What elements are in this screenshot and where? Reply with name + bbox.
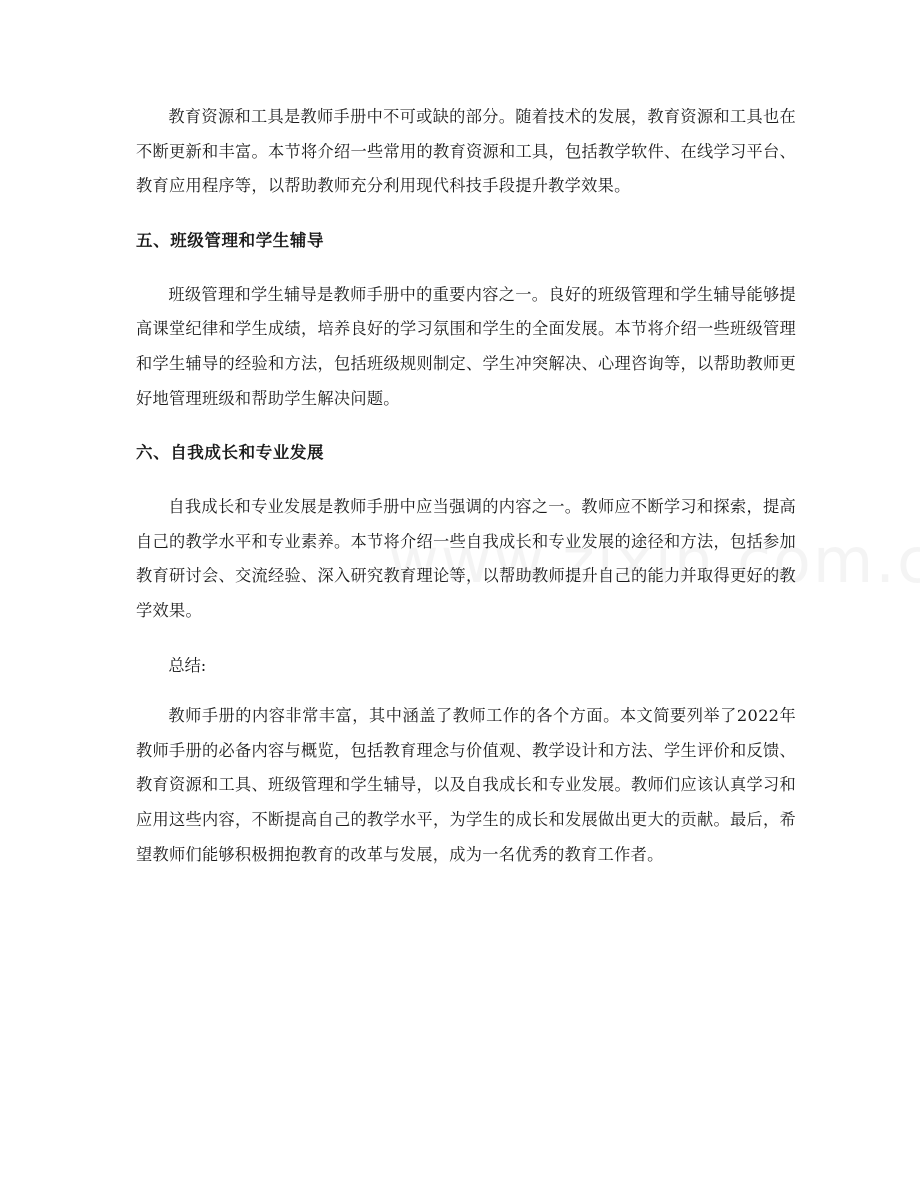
document-page (136, 100, 796, 892)
summary-label: 总结: (168, 655, 207, 675)
paragraph-self-growth: 自我成长和专业发展是教师手册中应当强调的内容之一。教师应不断学习和探索，提高自己的教学水平和专业素养。本节将介绍一些自我成长和专业发展的途径和方法，包括参加教育研讨会、交流经验、深入研究教育理论等，以帮助教师提升自己的能力并取得更好的教学效果。 (136, 497, 796, 620)
paragraph-class-management: 班级管理和学生辅导是教师手册中的重要内容之一。良好的班级管理和学生辅导能够提高课堂纪律和学生成绩，培养良好的学习氛围和学生的全面发展。本节将介绍一些班级管理和学生辅导的经验和方法，包括班级规则制定、学生冲突解决、心理咨询等，以帮助教师更好地管理班级和帮助学生解决问题。 (136, 284, 796, 408)
paragraph-education-resources: 教育资源和工具是教师手册中不可或缺的部分。随着技术的发展，教育资源和工具也在不断更新和丰富。本节将介绍一些常用的教育资源和工具，包括教学软件、在线学习平台、教育应用程序等，以帮助教师充分利用现代科技手段提升教学效果。 (136, 107, 796, 196)
section-heading-class-management: 五、班级管理和学生辅导 (136, 230, 325, 250)
paragraph-summary: 教师手册的内容非常丰富，其中涵盖了教师工作的各个方面。本文简要列举了2022年教师手册的必备内容与概览，包括教育理念与价值观、教学设计和方法、学生评价和反馈、教育资源和工具、班级管理和学生辅导，以及自我成长和专业发展。教师们应该认真学习和应用这些内容，不断提高自己的教学水平，为学生的成长和发展做出更大的贡献。最后，希望教师们能够积极拥抱教育的改革与发展，成为一名优秀的教育工作者。 (136, 706, 796, 864)
section-heading-self-growth: 六、自我成长和专业发展 (136, 443, 325, 463)
